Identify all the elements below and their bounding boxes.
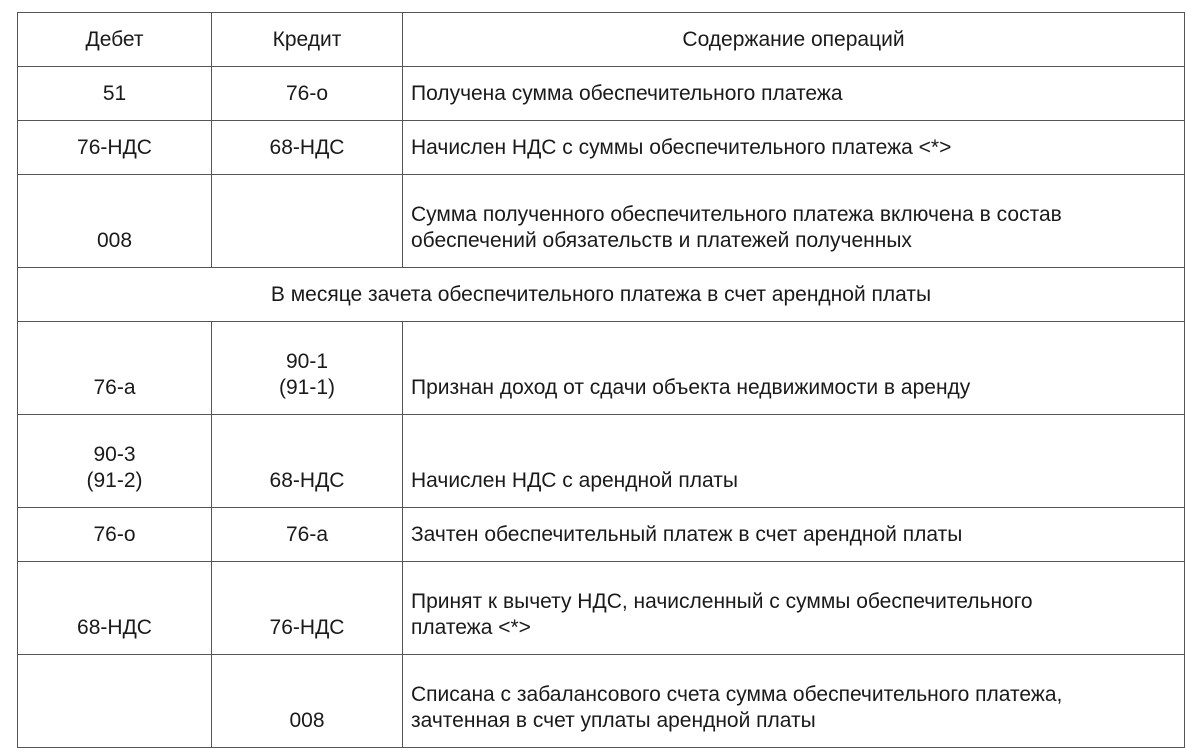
description-cell <box>403 562 1185 655</box>
credit-line: 76-НДС <box>269 616 345 639</box>
credit-line: 68-НДС <box>269 469 345 492</box>
description-line: Начислен НДС с арендной платы <box>411 469 738 492</box>
description-cell <box>403 175 1185 268</box>
table-row <box>18 655 1185 748</box>
table-row <box>18 562 1185 655</box>
operations-table-container <box>17 12 1184 748</box>
description-cell <box>403 508 1185 562</box>
description-line: Зачтен обеспечительный платеж в счет арендной платы <box>411 522 963 546</box>
credit-cell <box>212 175 403 268</box>
debit-cell <box>18 121 212 175</box>
description-cell <box>403 121 1185 175</box>
description-line: платежа <*> <box>411 616 531 639</box>
debit-cell <box>18 67 212 121</box>
debit-cell <box>18 322 212 415</box>
credit-cell <box>212 415 403 508</box>
description-line: зачтенная в счет уплаты арендной платы <box>411 709 816 732</box>
description-line: обеспечений обязательств и платежей полученных <box>411 229 912 252</box>
header-description: Содержание операций <box>403 13 1185 67</box>
credit-line: 76-о <box>285 81 329 105</box>
header-debit: Дебет <box>18 13 212 67</box>
description-line: Принят к вычету НДС, начисленный с суммы обеспечительного <box>411 590 1033 613</box>
debit-line: 76-о <box>93 522 136 546</box>
description-line: Начислен НДС с суммы обеспечительного платежа <*> <box>411 135 952 159</box>
credit-cell <box>212 322 403 415</box>
credit-cell <box>212 562 403 655</box>
description-cell <box>403 655 1185 748</box>
description-line: Сумма полученного обеспечительного платежа включена в состав <box>411 203 1062 226</box>
credit-line: 008 <box>289 709 325 732</box>
debit-line: 90-3 <box>93 443 136 466</box>
debit-cell <box>18 508 212 562</box>
debit-line: (91-2) <box>86 469 143 492</box>
header-credit: Кредит <box>212 13 403 67</box>
description-line: Получена сумма обеспечительного платежа <box>411 81 843 105</box>
table-row <box>18 322 1185 415</box>
credit-cell <box>212 655 403 748</box>
operations-table <box>17 12 1185 748</box>
description-line: Списана с забалансового счета сумма обеспечительного платежа, <box>411 683 1063 706</box>
debit-line: 51 <box>102 81 127 105</box>
section-heading: В месяце зачета обеспечительного платежа в счет арендной платы <box>18 268 1185 322</box>
debit-cell <box>18 175 212 268</box>
table-header-row <box>18 13 1185 67</box>
debit-cell <box>18 415 212 508</box>
debit-line: 76-НДС <box>77 135 152 159</box>
table-row <box>18 508 1185 562</box>
description-cell <box>403 67 1185 121</box>
description-cell <box>403 415 1185 508</box>
debit-line: 68-НДС <box>77 616 152 639</box>
table-row <box>18 67 1185 121</box>
section-row <box>18 268 1185 322</box>
debit-cell <box>18 562 212 655</box>
table-row <box>18 121 1185 175</box>
credit-cell <box>212 508 403 562</box>
credit-line: 76-а <box>285 522 329 546</box>
credit-line: (91-1) <box>278 376 336 399</box>
debit-cell <box>18 655 212 748</box>
credit-line: 90-1 <box>285 350 329 373</box>
debit-line: 008 <box>96 229 133 252</box>
description-line: Признан доход от сдачи объекта недвижимости в аренду <box>411 376 971 399</box>
table-row <box>18 415 1185 508</box>
credit-line: 68-НДС <box>269 135 345 159</box>
credit-cell <box>212 67 403 121</box>
table-row <box>18 175 1185 268</box>
credit-cell <box>212 121 403 175</box>
description-cell <box>403 322 1185 415</box>
debit-line: 76-а <box>93 376 136 399</box>
